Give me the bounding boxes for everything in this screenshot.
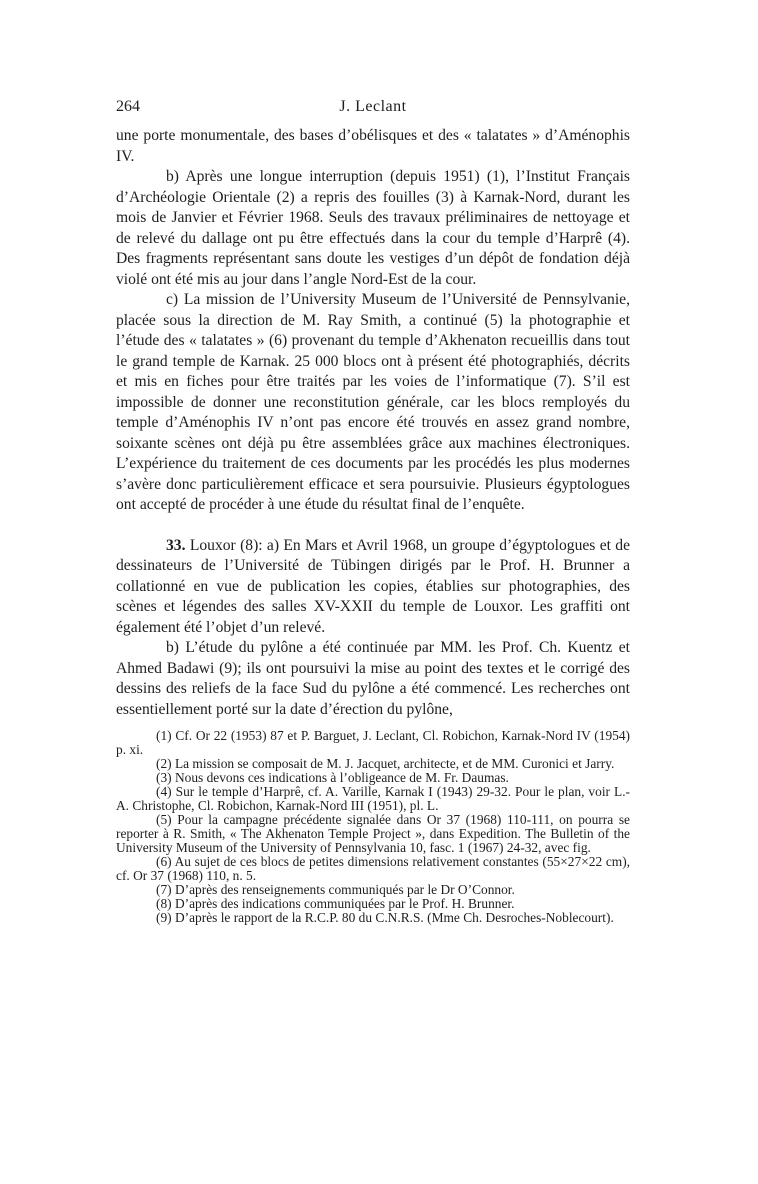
page-header <box>116 98 630 122</box>
footnote: (8) D’après des indications communiquées par le Prof. H. Brunner. <box>156 896 515 911</box>
paragraph: une porte monumentale, des bases d’obélisques et des « talatates » d’Aménophis IV. <box>116 127 630 165</box>
paragraph: b) Après une longue interruption (depuis 1951) (1), l’Institut Français d’Archéologie Orientale (2) a repris des fouilles (3) à Karnak-Nord, durant les mois de Janvier et Février 1968. Seuls des travaux préliminaires de nettoyage et de relevé du dallage ont pu être effectués dans la cour du temple d’Harprê (4). Des fragments représentant sans doute les vestiges d’un dépôt de fondation déjà violé ont été mis au jour dans l’angle Nord-Est de la cour. <box>116 168 630 288</box>
footnote: (5) Pour la campagne précédente signalée dans Or 37 (1968) 110-111, on pourra se reporter à R. Smith, « The Akhenaton Temple Project », dans Expedition. The Bulletin of the University Museum of the University of Pennsylvania 10, fasc. 1 (1967) 24-32, avec fig. <box>116 812 630 855</box>
page-number: 264 <box>116 98 140 115</box>
footnote: (9) D’après le rapport de la R.C.P. 80 du C.N.R.S. (Mme Ch. Desroches-Noblecourt). <box>156 910 614 925</box>
section-paragraph <box>116 536 630 639</box>
footnotes <box>116 729 630 925</box>
body-text <box>116 126 630 720</box>
section-number: 33. <box>166 536 186 554</box>
footnote: (1) Cf. Or 22 (1953) 87 et P. Barguet, J. Leclant, Cl. Robichon, Karnak-Nord IV (1954) p. xi. <box>116 728 630 757</box>
section-text: Louxor (8): a) En Mars et Avril 1968, un groupe d’égyptologues et de dessinateurs de l’Université de Tübingen dirigés par le Prof. H. Brunner a collationné en vue de publication les copies, établies sur photographies, des scènes et légendes des salles XV-XXII du temple de Louxor. Les graffiti ont également été l’objet d’un relevé. <box>116 536 630 636</box>
footnote: (7) D’après des renseignements communiqués par le Dr O’Connor. <box>156 882 515 897</box>
paragraph: c) La mission de l’University Museum de l’Université de Pennsylvanie, placée sous la direction de M. Ray Smith, a continué (5) la photographie et l’étude des « talatates » (6) provenant du temple d’Akhenaton recueillis dans tout le grand temple de Karnak. 25 000 blocs ont à présent été photographiés, décrits et mis en fiches pour être traités par les voies de l’informatique (7). S’il est impossible de donner une reconstitution générale, car les blocs remployés du temple d’Aménophis IV n’ont pas encore été trouvés en assez grand nombre, soixante scènes ont déjà pu être assemblées grâce aux machines électroniques. L’expérience du traitement de ces documents par les procédés les plus modernes s’avère donc particulièrement efficace et sera poursuivie. Plusieurs égyptologues ont accepté de procéder à une étude du résultat final de l’enquête. <box>116 291 630 513</box>
footnote: (2) La mission se composait de M. J. Jacquet, architecte, et de MM. Curonici et Jarry. <box>156 756 615 771</box>
running-head: J. Leclant <box>339 98 407 115</box>
footnote: (4) Sur le temple d’Harprê, cf. A. Varille, Karnak I (1943) 29-32. Pour le plan, voir L.-A. Christophe, Cl. Robichon, Karnak-Nord III (1951), pl. L. <box>116 784 630 813</box>
footnote: (3) Nous devons ces indications à l’obligeance de M. Fr. Daumas. <box>156 770 509 785</box>
footnote: (6) Au sujet de ces blocs de petites dimensions relativement constantes (55×27×22 cm), cf. Or 37 (1968) 110, n. 5. <box>116 854 630 883</box>
paragraph: b) L’étude du pylône a été continuée par MM. les Prof. Ch. Kuentz et Ahmed Badawi (9); ils ont poursuivi la mise au point des textes et le corrigé des dessins des reliefs de la face Sud du pylône a été commencé. Les recherches ont essentiellement porté sur la date d’érection du pylône, <box>116 639 630 718</box>
